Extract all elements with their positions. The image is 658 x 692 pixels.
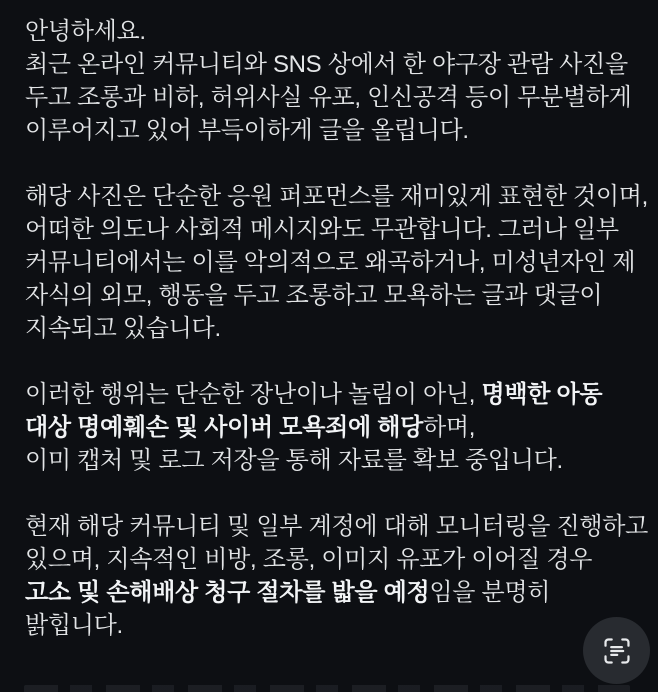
paragraph-photo-context: [25, 180, 649, 345]
text-run: 이루어지고 있어 부득이하게 글을 올립니다.: [25, 117, 469, 144]
text-run: 임을 분명히: [429, 579, 551, 606]
text-scan-icon: [600, 634, 634, 668]
text-line: [25, 411, 642, 444]
text-line: [25, 609, 642, 642]
text-scan-button[interactable]: [583, 617, 650, 684]
text-run: 이미 캡처 및 로그 저장을 통해 자료를 확보 중입니다.: [25, 447, 563, 474]
text-line: [25, 378, 642, 411]
text-line: [25, 543, 642, 576]
text-run: 해당 사진은 단순한 응원 퍼포먼스를 재미있게 표현한 것이며,: [25, 183, 649, 210]
text-run: 하며,: [422, 414, 476, 441]
text-run: 있으며, 지속적인 비방, 조롱, 이미지 유포가 이어질 경우: [25, 546, 593, 573]
text-line: [25, 279, 642, 312]
text-line: [25, 246, 642, 279]
text-run: 커뮤니티에서는 이를 악의적으로 왜곡하거나, 미성년자인 제: [25, 249, 636, 276]
text-run: 자식의 외모, 행동을 두고 조롱하고 모욕하는 글과 댓글이: [25, 282, 603, 309]
text-run: 지속되고 있습니다.: [25, 315, 221, 342]
text-run: 두고 조롱과 비하, 허위사실 유포, 인신공격 등이 무분별하게: [25, 84, 632, 111]
text-run-bold: 고소 및 손해배상 청구 절차를 밟을 예정: [25, 579, 430, 606]
text-line: [25, 81, 642, 114]
text-run: 어떠한 의도나 사회적 메시지와도 무관합니다. 그러나 일부: [25, 216, 619, 243]
text-line: [25, 114, 642, 147]
text-line: [25, 213, 642, 246]
paragraph-greeting: [25, 15, 642, 147]
cropped-next-line: [24, 685, 630, 692]
text-line: [25, 576, 642, 609]
text-line: [25, 510, 649, 543]
text-run: 현재 해당 커뮤니티 및 일부 계정에 대해 모니터링을 진행하고: [25, 513, 649, 540]
text-run-bold: 명백한 아동: [481, 381, 603, 408]
text-run: 이러한 행위는 단순한 장난이나 놀림이 아닌,: [25, 381, 482, 408]
text-line: [25, 312, 642, 345]
paragraph-legal-warning: [25, 378, 642, 477]
text-line: [25, 180, 649, 213]
text-run: 밝힙니다.: [25, 612, 123, 639]
text-run: 최근 온라인 커뮤니티와 SNS 상에서 한 야구장 관람 사진을: [25, 51, 628, 78]
text-run-bold: 대상 명예훼손 및 사이버 모욕죄에 해당: [25, 414, 423, 441]
text-line: [25, 48, 642, 81]
text-run: 안녕하세요.: [25, 18, 146, 45]
text-line: [25, 444, 642, 477]
statement-text: [25, 15, 649, 675]
paragraph-monitoring-notice: [25, 510, 649, 642]
text-line: [25, 15, 642, 48]
